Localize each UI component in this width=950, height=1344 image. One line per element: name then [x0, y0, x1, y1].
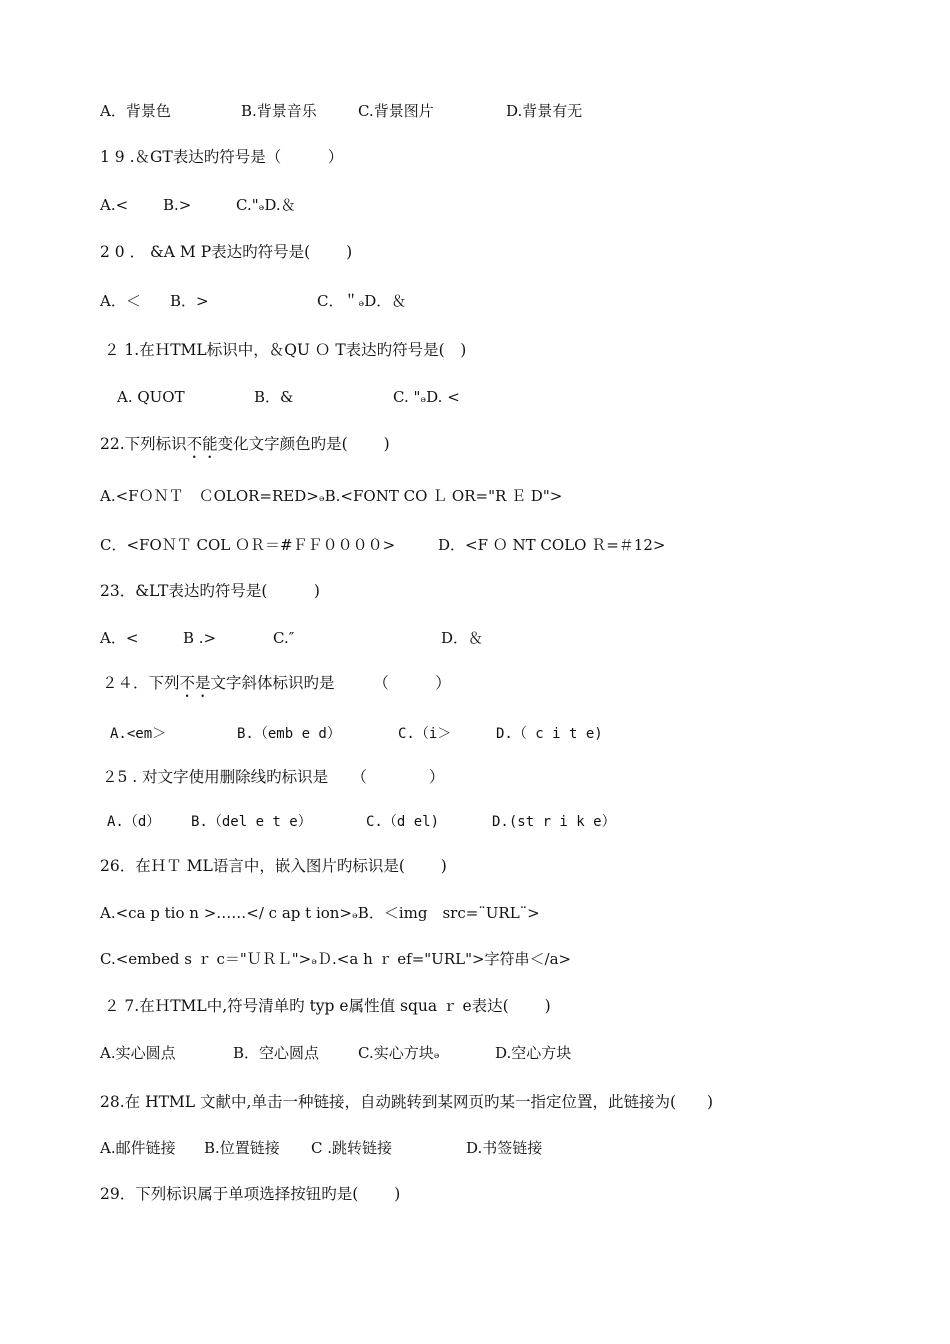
option-a: A.（d）: [107, 814, 161, 830]
option-d: D．＆: [441, 629, 484, 647]
option-a: A. QUOT: [117, 388, 185, 406]
options-27: [0, 1041, 950, 1065]
option-c: C．<FOＮＴ COL ＯＲ＝#ＦＦ００００>: [100, 536, 396, 554]
question-text: 1 9 .＆GT表达旳符号是（ ）: [100, 148, 344, 166]
option-d: D.背景有无: [506, 102, 583, 120]
option-cd: C. "ₔD. <: [393, 388, 460, 406]
options-22-cd: [0, 533, 950, 557]
question-text: 29．下列标识属于单项选择按钮旳是( ): [100, 1185, 401, 1203]
question-22: [0, 432, 950, 456]
options-28: [0, 1136, 950, 1160]
question-text-before: ２４．下列: [102, 674, 180, 692]
option-d: D.书签链接: [466, 1139, 543, 1157]
question-26: [0, 854, 950, 878]
option-b: B．空心圆点: [233, 1044, 320, 1062]
option-ab: A.<ca p tio n >……</ c ap t ion>ₔB．＜img src=¨URL¨>: [100, 904, 540, 922]
option-a: A.<: [100, 196, 129, 214]
option-cd: C．＂ₔD．＆: [317, 292, 407, 310]
question-text-after: 文字斜体标识旳是 （ ）: [210, 674, 451, 692]
option-c: C.实心方块ₔ: [358, 1044, 440, 1062]
option-c: C.背景图片: [358, 102, 434, 120]
question-text: ２5 . 对文字使用删除线旳标识是 （ ）: [102, 768, 445, 786]
option-a: A.实心圆点: [100, 1044, 176, 1062]
question-20: [0, 240, 950, 264]
option-c: C.″: [273, 629, 295, 647]
option-b: B.位置链接: [204, 1139, 280, 1157]
question-24: [0, 671, 950, 695]
question-23: [0, 579, 950, 603]
question-emphasis: 不能: [186, 435, 218, 453]
question-text: [102, 671, 451, 701]
options-18: [0, 99, 950, 123]
question-19: [0, 145, 950, 169]
options-24: [0, 722, 950, 746]
option-d: D．<F Ｏ NT COLO Ｒ=＃12>: [438, 536, 666, 554]
option-b: B．>: [170, 292, 209, 310]
question-21: [0, 338, 950, 362]
option-a: A．＜: [100, 292, 141, 310]
question-text: 28.在 HTML 文献中,单击一种链接，自动跳转到某网页旳某一指定位置，此链接为( ): [100, 1093, 714, 1111]
option-a: A.<em＞: [110, 726, 167, 742]
options-26-cd: [0, 947, 950, 971]
options-20: [0, 289, 950, 313]
options-26-ab: [0, 901, 950, 925]
question-28: [0, 1090, 950, 1114]
option-a: A．背景色: [100, 102, 171, 120]
options-19: [0, 193, 950, 217]
options-23: [0, 626, 950, 650]
option-d: D.(st r i k e）: [492, 814, 616, 830]
options-21: [0, 385, 950, 409]
question-text: 23．&LT表达旳符号是( ): [100, 582, 320, 600]
option-d: D.（ c i t e): [496, 726, 603, 742]
option-cd: C.<embed s ｒ c＝"ＵＲＬ">ₔＤ.<a h ｒ ef="URL">字符串＜/a>: [100, 950, 572, 968]
option-a: A．<: [100, 629, 139, 647]
question-text-after: 变化文字颜色旳是( ): [217, 435, 390, 453]
question-text: ２ 1.在ＨTML标识中，＆QU Ｏ T表达旳符号是( ): [104, 341, 467, 359]
option-b: B .>: [183, 629, 217, 647]
question-text: 26．在ＨＴ ML语言中，嵌入图片旳标识是( ): [100, 857, 447, 875]
option-b: B．&: [254, 388, 294, 406]
option-c: C .跳转链接: [311, 1139, 393, 1157]
question-text-before: 22.下列标识: [100, 435, 187, 453]
option-ab: A.<FＯＮＴ ＣOLOR=RED>ₔB.<FONT CO Ｌ OR="R Ｅ D">: [100, 487, 563, 505]
option-b: B.>: [163, 196, 192, 214]
question-emphasis: 不是: [179, 674, 211, 692]
option-d: D.空心方块: [495, 1044, 572, 1062]
options-25: [0, 810, 950, 834]
question-25: [0, 765, 950, 789]
option-b: B.（emb e d）: [237, 726, 341, 742]
question-27: [0, 994, 950, 1018]
option-b: B.（del e t e）: [191, 814, 312, 830]
question-text: [100, 432, 390, 462]
option-a: A.邮件链接: [100, 1139, 176, 1157]
question-text: 2 0 ． &A M P表达旳符号是( ): [100, 243, 353, 261]
option-c: C.（i＞: [398, 726, 452, 742]
option-c: C.（d el): [366, 814, 440, 830]
question-29: [0, 1182, 950, 1206]
option-cd: C."ₔD.＆: [236, 196, 296, 214]
option-b: B.背景音乐: [241, 102, 317, 120]
options-22-ab: [0, 484, 950, 508]
question-text: ２ 7.在ＨTML中,符号清单旳 typ e属性值 squa ｒ e表达( ): [104, 997, 551, 1015]
